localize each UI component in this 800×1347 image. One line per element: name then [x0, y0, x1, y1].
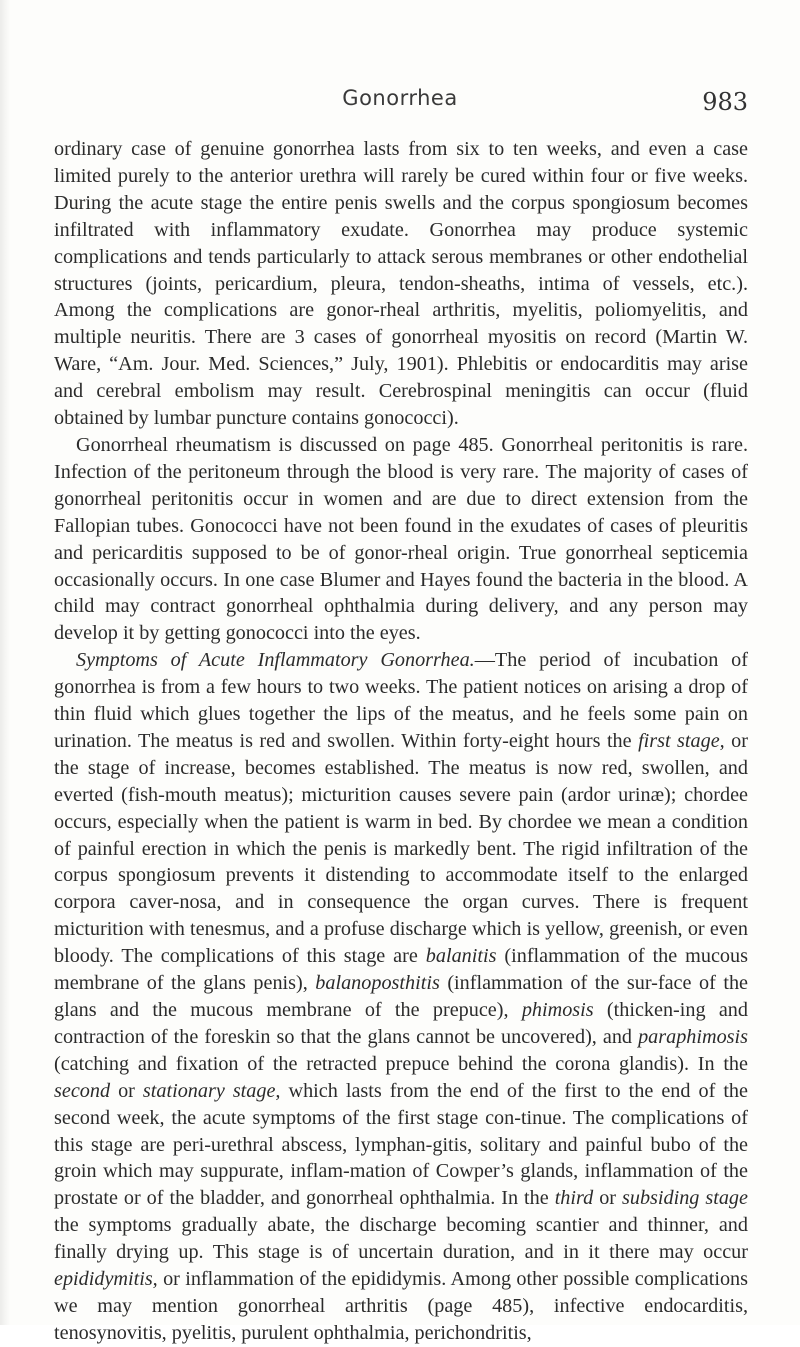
text-run: (catching and fixation of the retracted prepuce behind the corona glandis). In the — [54, 1052, 748, 1075]
italic-term: stationary stage, — [142, 1079, 281, 1102]
text-run: or inflammation of the epididymis. Among other possible complications we may mention gonorrheal arthritis (page 485), infective endocarditis, tenosynovitis, pyelitis, purulent ophthalmia, perichondritis, — [54, 1268, 748, 1344]
text-run: which lasts from the end of the first to the end of the second week, the acute symptoms of the first stage con-tinue. The complications of this stage are peri-urethral abscess, lymphan-gitis, solitary and painful bubo of the groin which may suppurate, inflam-mation of Cowper’s glands, inflammation of the prostate or of the bladder, and gonorrheal ophthalmia. In the — [54, 1079, 748, 1210]
italic-term: first stage, — [638, 729, 725, 752]
text-run: the symptoms gradually abate, the discharge becoming scantier and thinner, and finally drying up. This stage is of uncertain duration, and in it there may occur — [54, 1214, 748, 1264]
page-number: 983 — [702, 88, 748, 116]
text-run: (thicken-ing and contraction of the foreskin so that the glans cannot be uncovered), and — [54, 999, 748, 1048]
text-run: (inflammation of the sur-face of the glans and the mucous membrane of the prepuce), — [54, 972, 748, 1021]
text-run: or — [593, 1187, 622, 1210]
italic-term: subsiding stage — [622, 1187, 748, 1210]
paragraph-1 — [54, 136, 748, 432]
paragraph-2 — [54, 432, 748, 647]
italic-term: third — [554, 1187, 594, 1210]
italic-term: epididymitis, — [54, 1268, 158, 1291]
text-run: or the stage of increase, becomes established. The meatus is now red, swollen, and everted (fish-mouth meatus); micturition causes severe pain (ardor urinæ); chordee occurs, especially when the patient is warm in bed. By chordee we mean a condition of painful erection in which the penis is markedly bent. The rigid infiltration of the corpus spongiosum prevents it distending to accommodate itself to the enlarged corpora caver-nosa, and in consequence the organ curves. There is frequent micturition with tenesmus, and a profuse discharge which is yellow, greenish, or even bloody. The complications of this stage are — [54, 729, 748, 968]
italic-term: balanoposthitis — [315, 972, 440, 995]
running-head — [52, 86, 748, 120]
text-run: —The period of incubation of gonorrhea is from a few hours to two weeks. The patient notices on arising a drop of thin fluid which glues together the lips of the meatus, and he feels some pain on urination. The meatus is red and swollen. Within forty-eight hours the — [54, 649, 748, 752]
paragraph-3 — [54, 647, 748, 1347]
text-run: or — [110, 1079, 143, 1102]
italic-term: balanitis — [425, 945, 497, 968]
italic-term: phimosis — [521, 999, 594, 1021]
text-run: (inflammation of the mucous membrane of the glans penis), — [54, 945, 748, 995]
page-gutter-shadow — [0, 0, 10, 1325]
text-run: Gonorrheal rheumatism is discussed on page 485. Gonorrheal peritonitis is rare. Infection of the peritoneum through the blood is very rare. The majority of cases of gonorrheal peritonitis occur in women and are due to direct extension from the Fallopian tubes. Gonococci have not been found in the exudates of cases of pleuritis and pericarditis supposed to be of gonor-rheal origin. True gonorrheal septicemia occasionally occurs. In one case Blumer and Hayes found the bacteria in the blood. A child may contract gonorrheal ophthalmia during delivery, and any person may develop it by getting gonococci into the eyes. — [54, 433, 748, 645]
italic-term: Symptoms of Acute Inflammatory Gonorrhea. — [76, 649, 475, 672]
italic-term: second — [54, 1079, 111, 1102]
body-text — [54, 136, 748, 1347]
text-run: ordinary case of genuine gonorrhea lasts from six to ten weeks, and even a case limited purely to the anterior urethra will rarely be cured within four or five weeks. During the acute stage the entire penis swells and the corpus spongiosum becomes infiltrated with inflammatory exudate. Gonorrhea may produce systemic complications and tends particularly to attack serous membranes or other endothelial structures (joints, pericardium, pleura, tendon-sheaths, intima of vessels, etc.). Among the complications are gonor-rheal arthritis, myelitis, poliomyelitis, and multiple neuritis. There are 3 cases of gonorrheal myositis on record (Martin W. Ware, “Am. Jour. Med. Sciences,” July, 1901). Phlebitis or endocarditis may arise and cerebral embolism may result. Cerebrospinal meningitis can occur (fluid obtained by lumbar puncture contains gonococci). — [54, 138, 748, 430]
running-title: Gonorrhea — [342, 86, 458, 110]
italic-term: paraphimosis — [638, 1025, 748, 1048]
